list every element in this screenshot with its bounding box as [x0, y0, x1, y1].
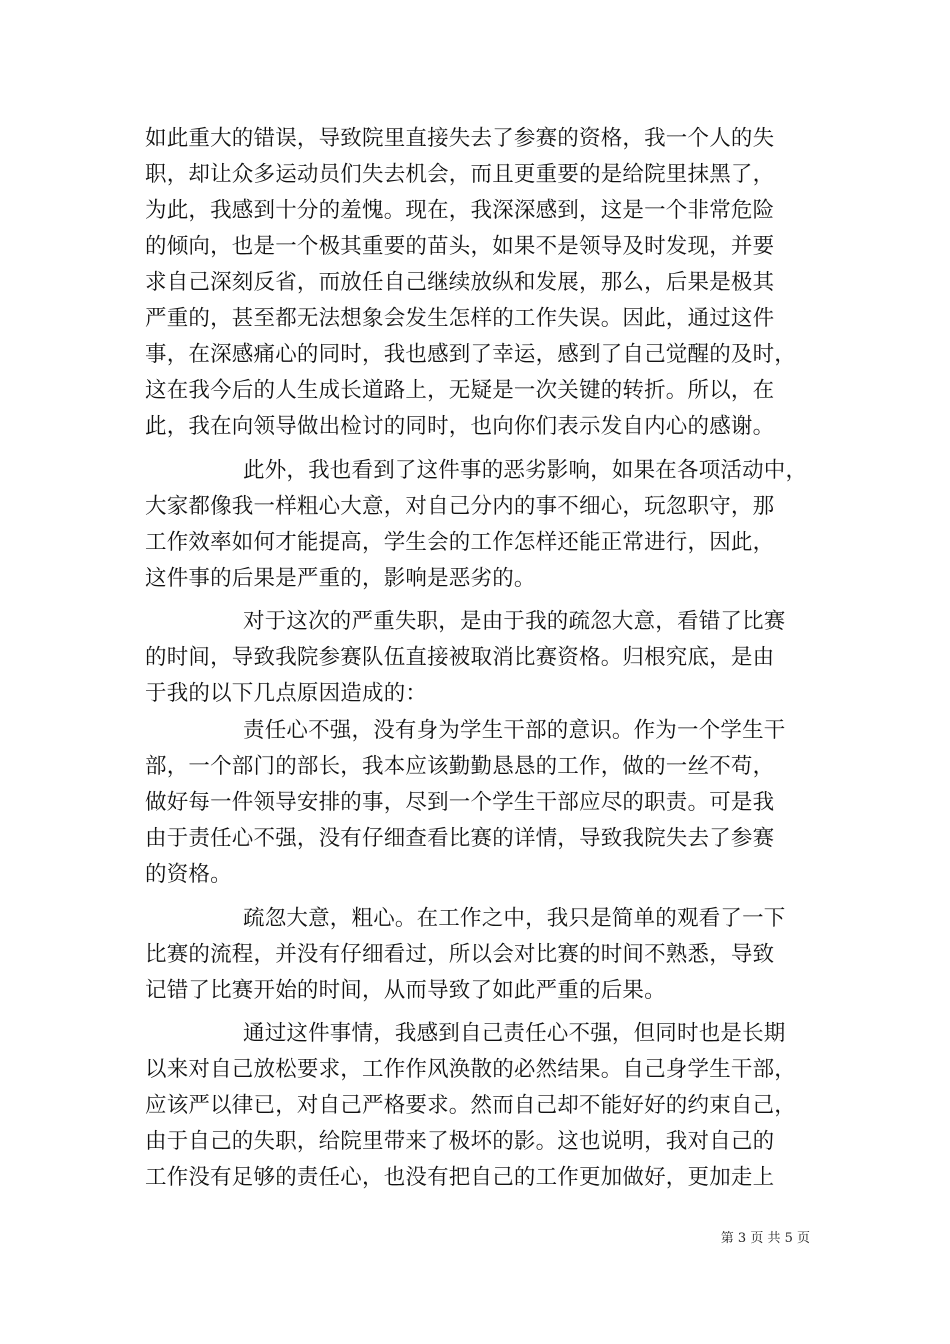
text-line: 职，却让众多运动员们失去机会，而且更重要的是给院里抹黑了，: [145, 162, 775, 187]
text-line: 的倾向，也是一个极其重要的苗头，如果不是领导及时发现，并要: [145, 234, 775, 259]
paragraph-start-line: 通过这件事情，我感到自己责任心不强，但同时也是长期: [243, 1021, 786, 1046]
text-line: 记错了比赛开始的时间，从而导致了如此严重的后果。: [145, 978, 666, 1003]
text-line: 的时间，导致我院参赛队伍直接被取消比赛资格。归根究底，是由: [145, 645, 775, 670]
text-line: 事，在深感痛心的同时，我也感到了幸运，感到了自己觉醒的及时，: [145, 342, 797, 367]
text-line: 这件事的后果是严重的，影响是恶劣的。: [145, 566, 536, 591]
text-line: 严重的，甚至都无法想象会发生怎样的工作失误。因此，通过这件: [145, 306, 775, 331]
text-line: 由于责任心不强，没有仔细查看比赛的详情，导致我院失去了参赛: [145, 826, 775, 851]
text-line: 大家都像我一样粗心大意，对自己分内的事不细心，玩忽职守，那: [145, 494, 775, 519]
text-line: 应该严以律已，对自己严格要求。然而自己却不能好好的约束自己，: [145, 1093, 797, 1118]
paragraph-start-line: 疏忽大意，粗心。在工作之中，我只是简单的观看了一下: [243, 906, 786, 931]
text-line: 的资格。: [145, 862, 232, 887]
paragraph-start-line: 此外，我也看到了这件事的恶劣影响，如果在各项活动中，: [243, 458, 808, 483]
page-number: 第 3 页 共 5 页: [720, 1231, 810, 1246]
text-line: 部，一个部门的部长，我本应该勤勤恳恳的工作，做的一丝不苟，: [145, 754, 775, 779]
text-line: 以来对自己放松要求，工作作风涣散的必然结果。自己身学生干部，: [145, 1057, 797, 1082]
text-line: 工作没有足够的责任心，也没有把自己的工作更加做好，更加走上: [145, 1165, 775, 1190]
text-line: 这在我今后的人生成长道路上，无疑是一次关键的转折。所以，在: [145, 378, 775, 403]
text-line: 求自己深刻反省，而放任自己继续放纵和发展，那么，后果是极其: [145, 270, 775, 295]
text-line: 于我的以下几点原因造成的：: [145, 681, 428, 706]
text-line: 工作效率如何才能提高，学生会的工作怎样还能正常进行，因此，: [145, 530, 775, 555]
text-line: 做好每一件领导安排的事，尽到一个学生干部应尽的职责。可是我: [145, 790, 775, 815]
text-line: 比赛的流程，并没有仔细看过，所以会对比赛的时间不熟悉，导致: [145, 942, 775, 967]
text-line: 此，我在向领导做出检讨的同时，也向你们表示发自内心的感谢。: [145, 414, 775, 439]
text-line: 如此重大的错误，导致院里直接失去了参赛的资格，我一个人的失: [145, 126, 775, 151]
text-line: 为此，我感到十分的羞愧。现在，我深深感到，这是一个非常危险: [145, 198, 775, 223]
text-line: 由于自己的失职，给院里带来了极坏的影。这也说明，我对自己的: [145, 1129, 775, 1154]
paragraph-start-line: 对于这次的严重失职，是由于我的疏忽大意，看错了比赛: [243, 609, 786, 634]
paragraph-start-line: 责任心不强，没有身为学生干部的意识。作为一个学生干: [243, 718, 786, 743]
